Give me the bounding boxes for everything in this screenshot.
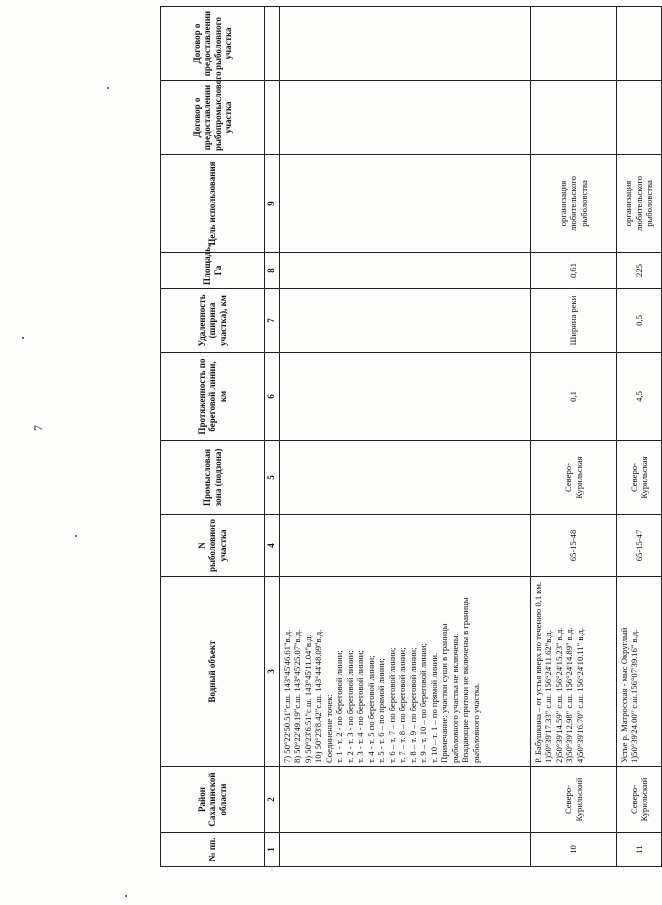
object-line: 8) 50°22'49.19"с.ш. 143°45'25.07"в.д.	[292, 629, 303, 763]
object-line: т. 3 - т. 4 - по береговой линии;	[355, 650, 366, 763]
distance-cell: 0,5	[617, 289, 662, 353]
header-cell: № пп.	[161, 833, 265, 867]
purpose-cell: организация любительского рыболовства	[617, 155, 662, 253]
area-number-cell: 65-15-48	[531, 515, 617, 577]
area-cell: 0,61	[531, 253, 617, 289]
object-line: Р. Бабушкина – от устья вверх по течению 0,1 км.	[533, 581, 543, 763]
object-line: т. 1 - т. 2 - по береговой линии;	[334, 650, 345, 763]
header-cell: Договор о предоставлении рыболовного участка	[161, 7, 265, 81]
length-cell: 0,1	[531, 353, 617, 441]
header-cell: Цель использования	[161, 155, 265, 253]
rotated-table-wrapper	[160, 7, 655, 867]
zone-cell: Северо-Курильская	[531, 441, 617, 515]
column-number: 4	[265, 515, 280, 577]
column-number: 1	[265, 833, 280, 867]
object-line: 3)50°39'12.98" с.ш. 156°24'14.89" в.д.	[564, 627, 575, 763]
object-line: т. 9 – т. 10 – по береговой линии;	[418, 643, 429, 763]
header-cell: Протяженность по береговой линии, км	[161, 353, 265, 441]
district-cell: Северо-Курильский	[531, 767, 617, 833]
scan-speck	[75, 535, 77, 537]
column-number: 3	[265, 577, 280, 767]
column-number: 8	[265, 253, 280, 289]
water-object-cell	[617, 577, 662, 767]
fishing-areas-table	[160, 6, 662, 867]
area-number-cell: 65-15-47	[617, 515, 662, 577]
object-line: 1)50°39'24.00" с.ш.156°07'39.16" в.д.	[629, 629, 640, 763]
object-line: 7) 50°22'50.51"с.ш. 143°45'46.61"в.д.	[282, 629, 292, 763]
contract-industrial-cell	[531, 81, 617, 155]
water-object-cell	[280, 577, 531, 767]
column-number: 5	[265, 441, 280, 515]
scan-speck	[107, 87, 109, 89]
object-line: 2)50°39'14.59" с.ш. 156°24'15.23" в.д.	[553, 627, 564, 763]
area-cell: 225	[617, 253, 662, 289]
column-number: 9	[265, 155, 280, 253]
table-row	[617, 7, 662, 867]
purpose-cell: организация любительского рыболовства	[531, 155, 617, 253]
length-cell: 4,5	[617, 353, 662, 441]
object-line: т. 4 - т. 5 по береговой линии;	[365, 655, 376, 763]
column-number-row	[265, 7, 280, 867]
row-number: 11	[617, 833, 662, 867]
object-line: т. 2 - т. 3 - по береговой линии;	[344, 650, 355, 763]
header-cell: N рыболовного участка	[161, 515, 265, 577]
scan-speck	[22, 337, 24, 339]
header-row	[161, 7, 265, 867]
column-number: 6	[265, 353, 280, 441]
contract-fishing-cell	[531, 7, 617, 81]
zone-cell: Северо-Курильская	[617, 441, 662, 515]
object-line: т. 7 – т. 8 – по береговой линии;	[397, 647, 408, 763]
object-line: Впадающие притоки не включены в границы рыболовного участка.	[460, 597, 481, 763]
header-cell: Район Сахалинской области	[161, 767, 265, 833]
object-line: Примечание: участки суши в границы рыболовного участка не включены.	[439, 623, 460, 763]
object-line: т. 10 – т. 1 – по прямой линии.	[428, 652, 439, 763]
column-number	[265, 81, 280, 155]
column-number: 2	[265, 767, 280, 833]
header-cell: Удаленность (ширина участка), км	[161, 289, 265, 353]
object-line: 1)50°39'17.33" с.ш. 156°24'11.62"в.д.	[543, 630, 554, 763]
object-line: 4)50°39'16.70" с.ш. 156°24'10.11" в.д.	[574, 627, 585, 763]
page-number: 7	[31, 425, 45, 431]
header-cell: Договор о предоставлении рыбопромыслового участка	[161, 81, 265, 155]
table-row	[531, 7, 617, 867]
scan-speck	[125, 895, 127, 897]
column-number	[265, 7, 280, 81]
object-line: т. 5 - т. 6 – по прямой линии;	[376, 658, 387, 763]
contract-industrial-cell	[617, 81, 662, 155]
distance-cell: Ширина реки	[531, 289, 617, 353]
object-line: 10) 50°23'8.42"с.ш. 143°44'48.09"в.д.	[313, 629, 324, 763]
district-cell: Северо-Курильский	[617, 767, 662, 833]
row-number: 10	[531, 833, 617, 867]
table-row-continuation	[280, 7, 531, 867]
object-line: Соединение точек:	[323, 694, 334, 763]
object-line: т. 8 – т. 9 – по береговой линии;	[407, 647, 418, 763]
object-line: 9) 50°23'6.51"с.ш. 143°45'11.04"в.д.	[302, 634, 313, 763]
object-line: Устье р. Матросская - мыс Округлый	[619, 627, 629, 763]
object-line: т. 6 – т. 7 – по береговой линии;	[386, 647, 397, 763]
header-cell: Промысловая зона (подзона)	[161, 441, 265, 515]
header-cell: Площадь, Га	[161, 253, 265, 289]
contract-fishing-cell	[617, 7, 662, 81]
header-cell: Водный объект	[161, 577, 265, 767]
column-number: 7	[265, 289, 280, 353]
water-object-cell	[531, 577, 617, 767]
